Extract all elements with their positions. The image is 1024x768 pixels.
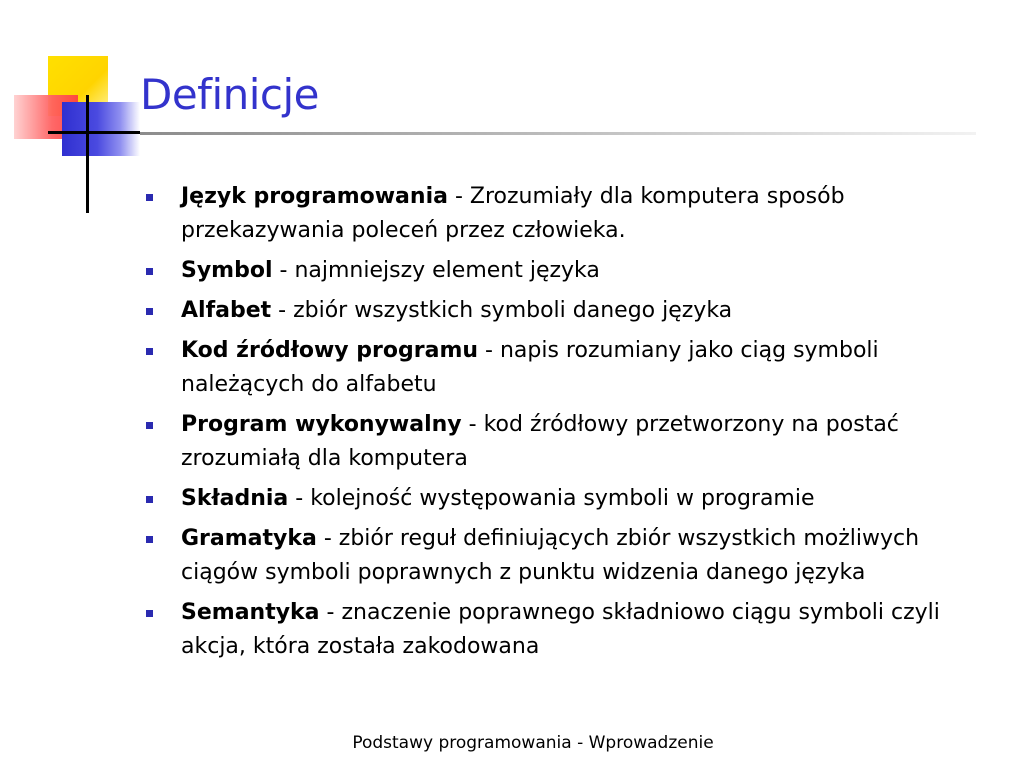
slide-title: Definicje [140,70,320,119]
definition-term: Język programowania [181,184,448,209]
definition-text: - zbiór wszystkich symboli danego języka [271,298,733,323]
definition-item [146,254,996,288]
bullet-square-icon [146,308,153,315]
definition-term: Składnia [181,486,289,511]
definition-item [146,596,996,664]
definition-item [146,408,996,476]
bullet-square-icon [146,268,153,275]
definition-text: - napis rozumiany jako ciąg symboli należących do alfabetu [181,338,879,397]
definition-text: - znaczenie poprawnego składniowo ciągu symboli czyli akcja, która została zakodowana [181,600,940,659]
definition-term: Semantyka [181,600,320,625]
definition-term: Symbol [181,258,273,283]
decor-blue-square [62,102,140,156]
title-underline [140,132,976,135]
definition-item [146,294,996,328]
bullet-square-icon [146,348,153,355]
definition-term: Alfabet [181,298,272,323]
slide-footer: Podstawy programowania - Wprowadzenie [352,733,714,753]
definitions-list [146,180,996,670]
bullet-square-icon [146,610,153,617]
bullet-square-icon [146,496,153,503]
decor-vertical-line [86,95,89,213]
definition-term: Kod źródłowy programu [181,338,479,363]
bullet-square-icon [146,194,153,201]
definition-item [146,522,996,590]
definition-term: Gramatyka [181,526,317,551]
definition-item [146,334,996,402]
bullet-square-icon [146,422,153,429]
definition-text: - najmniejszy element języka [272,258,600,283]
definition-text: - Zrozumiały dla komputera sposób przekazywania poleceń przez człowieka. [181,184,845,243]
definition-item [146,180,996,248]
definition-text: - zbiór reguł definiujących zbiór wszystkich możliwych ciągów symboli poprawnych z punktu widzenia danego języka [181,526,920,585]
decor-horizontal-line [48,131,140,134]
definition-item [146,482,996,516]
definition-term: Program wykonywalny [181,412,462,437]
definition-text: - kolejność występowania symboli w programie [288,486,815,511]
definition-text: - kod źródłowy przetworzony na postać zrozumiałą dla komputera [181,412,899,471]
bullet-square-icon [146,536,153,543]
